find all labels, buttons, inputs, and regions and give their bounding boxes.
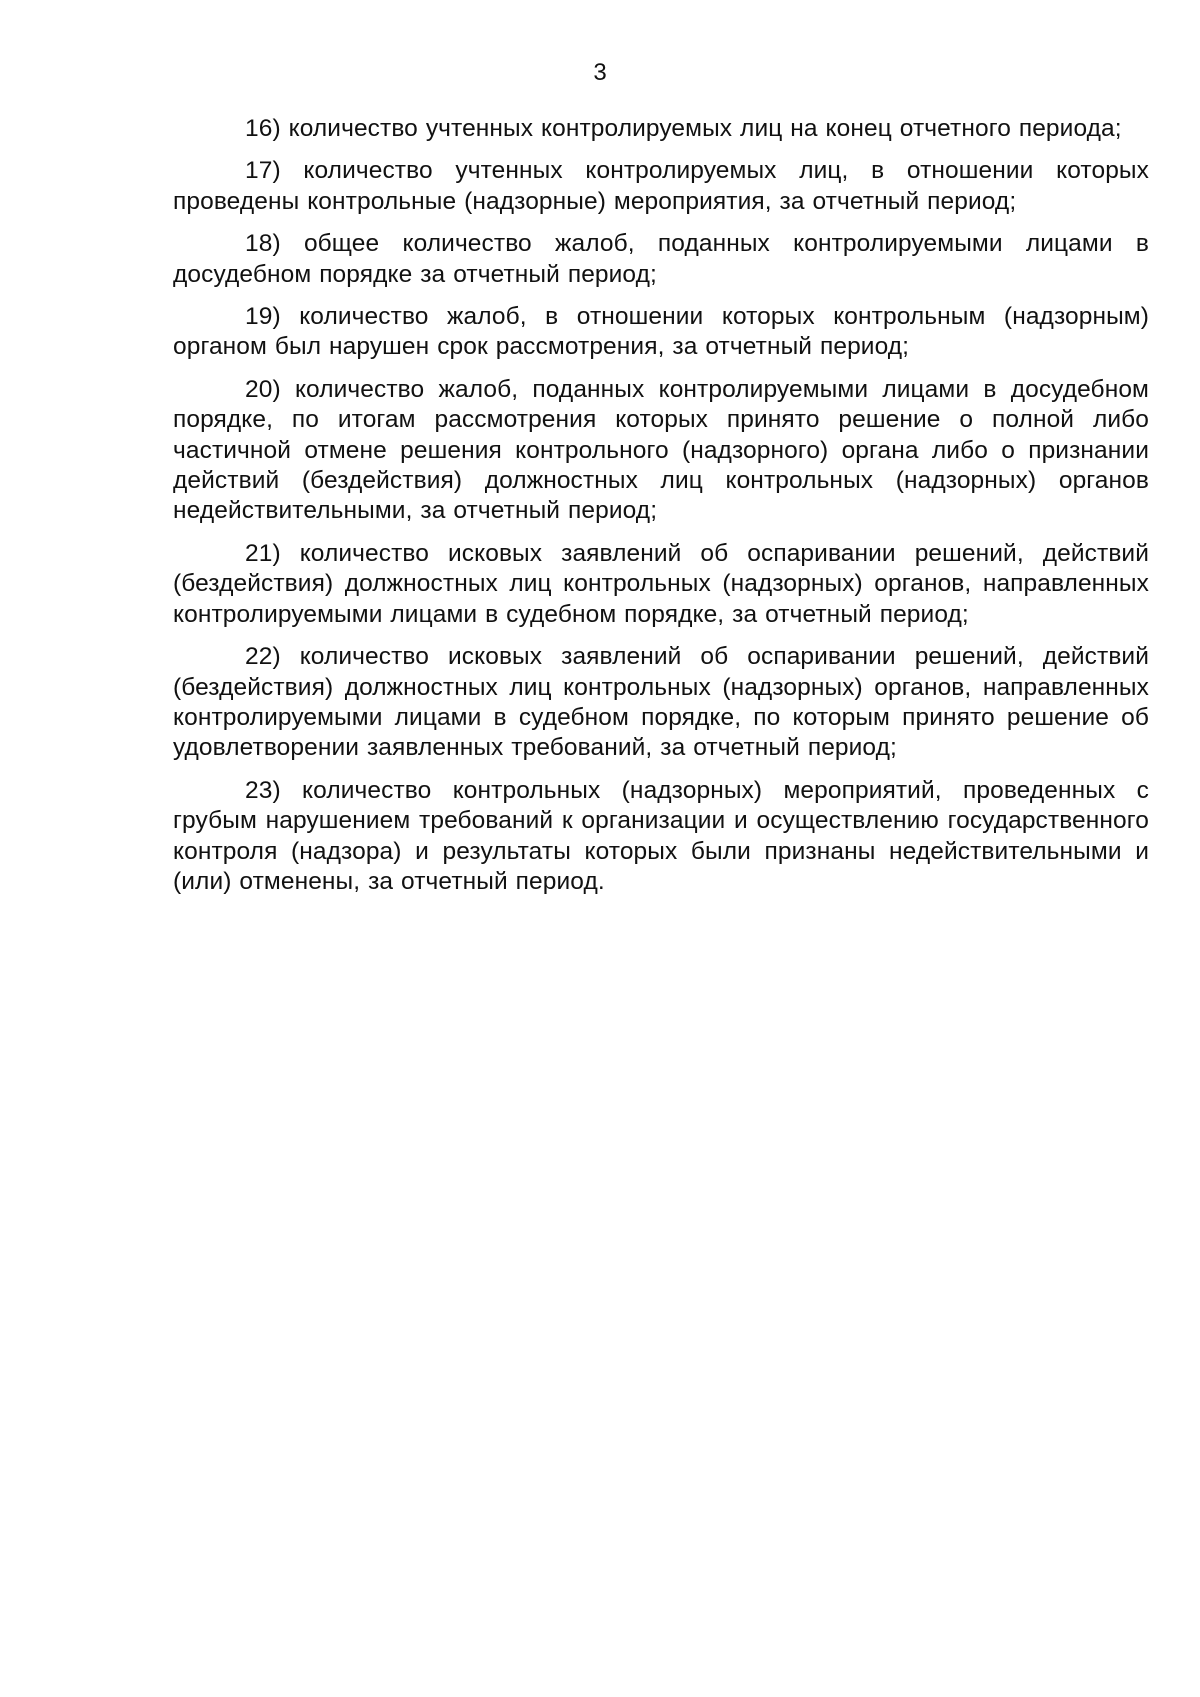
document-body bbox=[173, 114, 1149, 909]
list-item: 21) количество исковых заявлений об оспаривании решений, действий (бездействия) должностных лиц контрольных (надзорных) органов, направленных контролируемыми лицами в судебном порядке, за отчетный период; bbox=[173, 539, 1149, 628]
list-item: 17) количество учтенных контролируемых лиц, в отношении которых проведены контрольные (надзорные) мероприятия, за отчетный период; bbox=[173, 157, 1149, 215]
list-item: 20) количество жалоб, поданных контролируемыми лицами в досудебном порядке, по итогам рассмотрения которых принято решение о полной либо частичной отмене решения контрольного (надзорного) органа либо о признании действий (бездействия) должностных лиц контрольных (надзорных) органов недействительными, за отчетный период; bbox=[173, 375, 1149, 525]
page-number: 3 bbox=[593, 59, 607, 86]
list-item: 19) количество жалоб, в отношении которых контрольным (надзорным) органом был нарушен срок рассмотрения, за отчетный период; bbox=[173, 303, 1149, 361]
list-item: 16) количество учтенных контролируемых лиц на конец отчетного периода; bbox=[245, 115, 1122, 142]
list-item: 22) количество исковых заявлений об оспаривании решений, действий (бездействия) должностных лиц контрольных (надзорных) органов, направленных контролируемыми лицами в судебном порядке, по которым принято решение об удовлетворении заявленных требований, за отчетный период; bbox=[173, 643, 1149, 762]
list-item: 23) количество контрольных (надзорных) мероприятий, проведенных с грубым нарушением требований к организации и осуществлению государственного контроля (надзора) и результаты которых были признаны недействительными и (или) отменены, за отчетный период. bbox=[173, 776, 1149, 895]
list-item: 18) общее количество жалоб, поданных контролируемыми лицами в досудебном порядке за отчетный период; bbox=[173, 230, 1149, 288]
